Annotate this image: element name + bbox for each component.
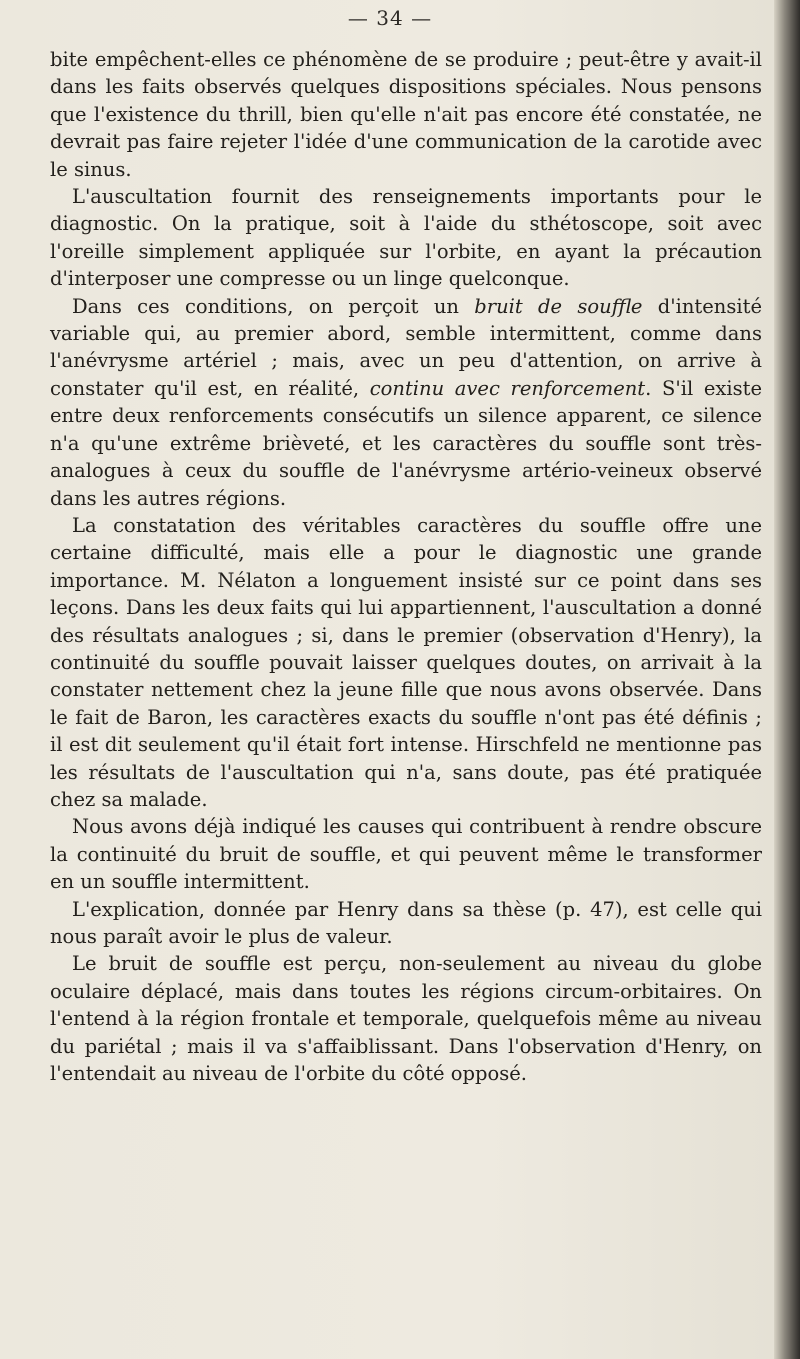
paragraph-text: L'auscultation fournit des renseignements importants pour le diagnostic. On la pratique, soit à l'aide du sthétoscope, soit avec l'oreille simplement appliquée sur l'orbite, en ayant la précaution d'interposer une compresse ou un linge quelconque. <box>50 185 762 291</box>
paragraph <box>50 950 762 1087</box>
paragraph-text: Le bruit de souffle est perçu, non-seulement au niveau du globe oculaire déplacé, mais dans toutes les régions circum-orbitaires. On l'entend à la région frontale et temporale, quelquefois même au niveau du pariétal ; mais il va s'affaiblissant. Dans l'observation d'Henry, on l'entendait au niveau de l'orbite du côté opposé. <box>50 952 762 1086</box>
italic-term: continu avec renforcement <box>369 376 646 400</box>
paragraph-text: d'intensité variable qui, au premier abord, semble intermittent, comme dans l'anévrysme artériel ; mais, avec un peu d'attention, on arrive à constater qu'il est, en réalité, <box>50 294 762 400</box>
page-number: — 34 — <box>347 6 433 30</box>
paragraph <box>50 46 762 183</box>
paragraph-text: . S'il existe entre deux renforcements consécutifs un silence apparent, ce silence n'a qu'une extrême brièveté, et les caractères du souffle sont très-analogues à ceux du souffle de l'anévrysme artério-veineux observé dans les autres régions. <box>50 376 762 510</box>
paragraph <box>50 183 762 293</box>
paragraph <box>50 813 762 895</box>
paragraph <box>50 293 762 512</box>
paragraph <box>50 896 762 951</box>
book-edge-shadow <box>774 0 800 1359</box>
paragraph <box>50 512 762 813</box>
body-text <box>50 46 762 1087</box>
paragraph-text: Nous avons déjà indiqué les causes qui contribuent à rendre obscure la continuité du bruit de souffle, et qui peuvent même le transformer en un souffle intermittent. <box>50 815 762 894</box>
paragraph-text: bite empêchent-elles ce phénomène de se produire ; peut-être y avait-il dans les faits observés quelques dispositions spéciales. Nous pensons que l'existence du thrill, bien qu'elle n'ait pas encore été constatée, ne devrait pas faire rejeter l'idée d'une communication de la carotide avec le sinus. <box>50 48 762 181</box>
italic-term: bruit de souffle <box>474 294 643 318</box>
paragraph-text: Dans ces conditions, on perçoit un <box>72 294 475 318</box>
paragraph-text: La constatation des véritables caractères du souffle offre une certaine difficulté, mais elle a pour le diagnostic une grande importance. M. Nélaton a longuement insisté sur ce point dans ses leçons. Dans les deux faits qui lui appartiennent, l'auscultation a donné des résultats analogues ; si, dans le premier (observation d'Henry), la continuité du souffle pouvait laisser quelques doutes, on arrivait à la constater nettement chez la jeune fille que nous avons observée. Dans le fait de Baron, les caractères exacts du souffle n'ont pas été définis ; il est dit seulement qu'il était fort intense. Hirschfeld ne mentionne pas les résultats de l'auscultation qui n'a, sans doute, pas été pratiquée chez sa malade. <box>50 513 762 811</box>
paragraph-text: L'explication, donnée par Henry dans sa thèse (p. 47), est celle qui nous paraît avoir le plus de valeur. <box>50 897 762 948</box>
